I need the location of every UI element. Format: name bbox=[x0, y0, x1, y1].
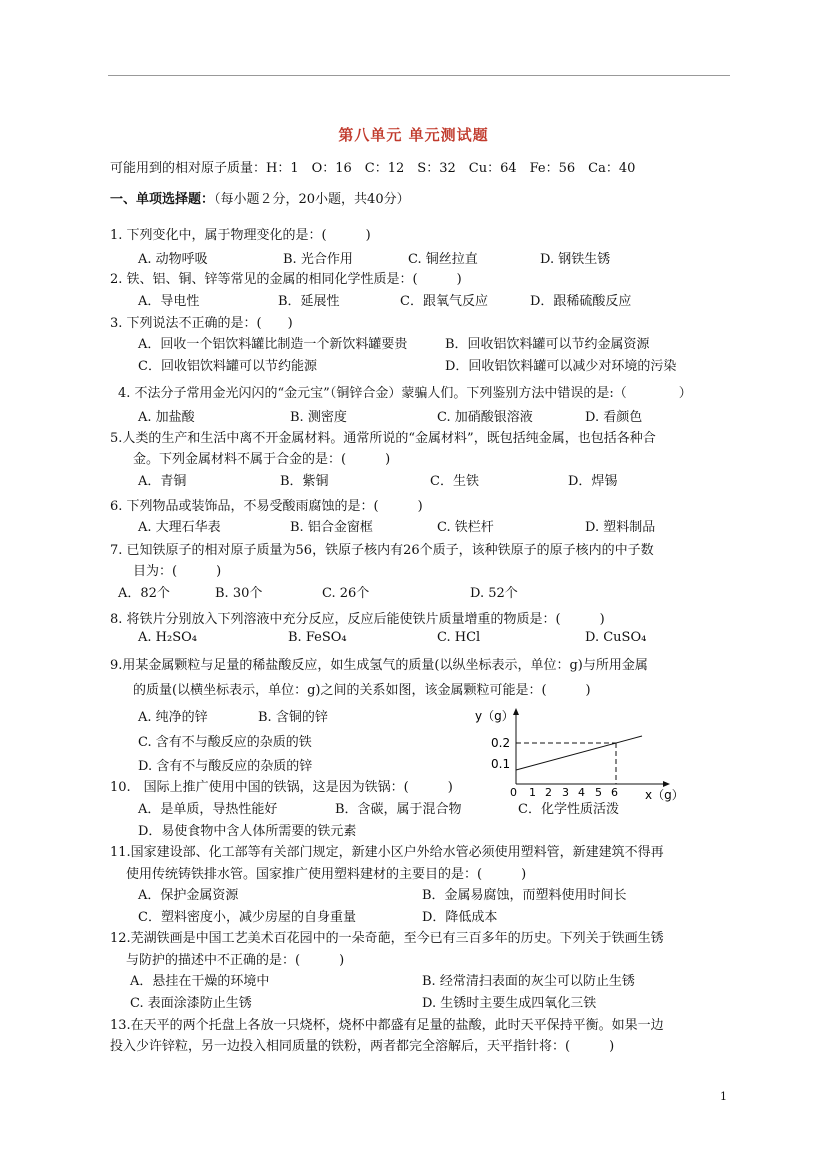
q4-option-c: C. 加硝酸银溶液 bbox=[437, 410, 533, 425]
q5-option-d: D．焊锡 bbox=[568, 474, 618, 489]
question-8: 8. 将铁片分别放入下列溶液中充分反应，反应后能使铁片质量增重的物质是：( ) bbox=[110, 612, 605, 627]
q1-option-c: C. 铜丝拉直 bbox=[408, 252, 478, 267]
q5-option-c: C．生铁 bbox=[430, 474, 479, 489]
q9-graph bbox=[470, 700, 690, 810]
x-tick-0: 0 bbox=[510, 786, 517, 799]
q5-option-b: B．紫铜 bbox=[280, 474, 329, 489]
question-5: 5.人类的生产和生活中离不开金属材料。通常所说的“金属材料”，既包括纯金属，也包括各种合 bbox=[110, 431, 656, 446]
section-note: （每小题２分，20小题，共40分） bbox=[214, 192, 410, 207]
x-tick-6: 6 bbox=[611, 786, 618, 799]
q7-option-d: D. 52个 bbox=[470, 586, 518, 601]
q10-option-b: B．含碳，属于混合物 bbox=[335, 802, 462, 817]
q7-option-a: A．82个 bbox=[118, 586, 170, 601]
q4-option-d: D. 看颜色 bbox=[585, 410, 643, 425]
question-7: 7. 已知铁原子的相对原子质量为56，铁原子核内有26个质子，该种铁原子的原子核内的中子数 bbox=[110, 543, 654, 558]
q6-option-b: B. 铝合金窗框 bbox=[290, 520, 373, 535]
q8-option-a: A. H₂SO₄ bbox=[138, 630, 197, 645]
page-title: 第八单元 单元测试题 bbox=[338, 126, 489, 144]
q2-option-d: D．跟稀硫酸反应 bbox=[530, 294, 632, 309]
q10-option-c: C．化学性质活泼 bbox=[518, 802, 619, 817]
q1-option-b: B. 光合作用 bbox=[283, 252, 353, 267]
q4-option-b: B. 测密度 bbox=[290, 410, 347, 425]
q8-option-d: D. CuSO₄ bbox=[585, 630, 647, 645]
question-11: 11.国家建设部、化工部等有关部门规定，新建小区户外给水管必须使用塑料管，新建建筑不得再 bbox=[110, 845, 664, 860]
question-13-cont: 投入少许锌粒，另一边投入相同质量的铁粉，两者都完全溶解后，天平指针将：( ) bbox=[110, 1039, 615, 1054]
q5-option-a: A．青铜 bbox=[138, 474, 187, 489]
x-axis-arrow bbox=[663, 781, 670, 787]
y-tick-0-1: 0.1 bbox=[491, 757, 511, 771]
question-12: 12.芜湖铁画是中国工艺美术百花园中的一朵奇葩，至今已有三百多年的历史。下列关于铁画生锈 bbox=[110, 931, 664, 946]
q8-option-c: C. HCl bbox=[437, 630, 481, 645]
q9-option-b: B. 含铜的锌 bbox=[258, 710, 328, 725]
q11-option-b: B．金属易腐蚀，而塑料使用时间长 bbox=[422, 888, 627, 903]
graph-x-label: x（g） bbox=[645, 788, 684, 802]
q8-option-b: B. FeSO₄ bbox=[288, 630, 347, 645]
q12-option-c: C. 表面涂漆防止生锈 bbox=[130, 996, 252, 1011]
section-heading bbox=[110, 188, 410, 207]
q10-option-a: A．是单质，导热性能好 bbox=[138, 802, 278, 817]
question-2: 2. 铁、铝、铜、锌等常见的金属的相同化学性质是：( ) bbox=[110, 272, 462, 287]
q2-option-c: C．跟氧气反应 bbox=[400, 294, 488, 309]
x-tick-5: 5 bbox=[595, 786, 602, 799]
header-rule bbox=[108, 75, 730, 76]
q3-option-c: C．回收铝饮料罐可以节约能源 bbox=[138, 359, 317, 374]
q12-option-b: B. 经常清扫表面的灰尘可以防止生锈 bbox=[422, 974, 635, 989]
question-9: 9.用某金属颗粒与足量的稀盐酸反应，如生成氢气的质量(以纵坐标表示，单位：g)与所用金属 bbox=[110, 658, 648, 673]
q11-option-d: D．降低成本 bbox=[422, 910, 498, 925]
q12-option-d: D. 生锈时主要生成四氧化三铁 bbox=[422, 996, 597, 1011]
x-tick-1: 1 bbox=[529, 786, 536, 799]
question-4: 4. 不法分子常用金光闪闪的“金元宝”（铜锌合金）蒙骗人们。下列鉴别方法中错误的是:（ ） bbox=[118, 386, 692, 401]
question-9-cont: 的质量(以横坐标表示，单位：g)之间的关系如图，该金属颗粒可能是：( ) bbox=[133, 683, 591, 698]
x-tick-2: 2 bbox=[545, 786, 552, 799]
page-number: 1 bbox=[720, 1090, 727, 1103]
y-axis-arrow bbox=[513, 708, 519, 715]
question-5-cont: 金。下列金属材料不属于合金的是：( ) bbox=[133, 452, 391, 467]
data-line bbox=[516, 736, 642, 770]
q10-option-d: D．易使食物中含人体所需要的铁元素 bbox=[138, 824, 357, 839]
q1-option-d: D. 钢铁生锈 bbox=[540, 252, 611, 267]
section-title: 一、单项选择题： bbox=[110, 192, 215, 207]
q7-option-c: C. 26个 bbox=[322, 586, 370, 601]
question-11-cont: 使用传统铸铁排水管。国家推广使用塑料建材的主要目的是：( ) bbox=[126, 867, 527, 882]
q6-option-a: A. 大理石华表 bbox=[138, 520, 221, 535]
q9-option-c: C. 含有不与酸反应的杂质的铁 bbox=[138, 735, 312, 750]
q9-option-d: D. 含有不与酸反应的杂质的锌 bbox=[138, 759, 313, 774]
q3-option-d: D．回收铝饮料罐可以减少对环境的污染 bbox=[445, 359, 677, 374]
x-tick-3: 3 bbox=[562, 786, 569, 799]
q3-option-a: A．回收一个铝饮料罐比制造一个新饮料罐要贵 bbox=[138, 337, 408, 352]
x-tick-4: 4 bbox=[578, 786, 585, 799]
q7-option-b: B. 30个 bbox=[215, 586, 263, 601]
question-6: 6. 下列物品或装饰品，不易受酸雨腐蚀的是：( ) bbox=[110, 499, 423, 514]
q6-option-d: D. 塑料制品 bbox=[585, 520, 656, 535]
question-10: 10. 国际上推广使用中国的铁锅，这是因为铁锅：( ) bbox=[110, 780, 453, 795]
q3-option-b: B．回收铝饮料罐可以节约金属资源 bbox=[445, 337, 650, 352]
q6-option-c: C. 铁栏杆 bbox=[437, 520, 494, 535]
graph-y-label: y（g） bbox=[475, 709, 514, 723]
question-7-cont: 目为：( ) bbox=[133, 564, 222, 579]
question-12-cont: 与防护的描述中不正确的是：( ) bbox=[126, 953, 345, 968]
question-13: 13.在天平的两个托盘上各放一只烧杯，烧杯中都盛有足量的盐酸，此时天平保持平衡。如果一边 bbox=[110, 1018, 664, 1033]
y-tick-0-2: 0.2 bbox=[491, 736, 511, 750]
q11-option-c: C．塑料密度小，减少房屋的自身重量 bbox=[138, 910, 356, 925]
q9-option-a: A. 纯净的锌 bbox=[138, 710, 208, 725]
q1-option-a: A. 动物呼吸 bbox=[138, 252, 208, 267]
question-3: 3. 下列说法不正确的是：( ) bbox=[110, 316, 293, 331]
question-1: 1. 下列变化中，属于物理变化的是：( ) bbox=[110, 228, 371, 243]
q12-option-a: A．悬挂在干燥的环境中 bbox=[130, 974, 270, 989]
q2-option-a: A．导电性 bbox=[138, 294, 200, 309]
q2-option-b: B．延展性 bbox=[278, 294, 340, 309]
q11-option-a: A．保护金属资源 bbox=[138, 888, 239, 903]
atomic-masses: 可能用到的相对原子质量：H：1 O：16 C：12 S：32 Cu：64 Fe：56 Ca：40 bbox=[110, 161, 636, 176]
q4-option-a: A. 加盐酸 bbox=[138, 410, 195, 425]
